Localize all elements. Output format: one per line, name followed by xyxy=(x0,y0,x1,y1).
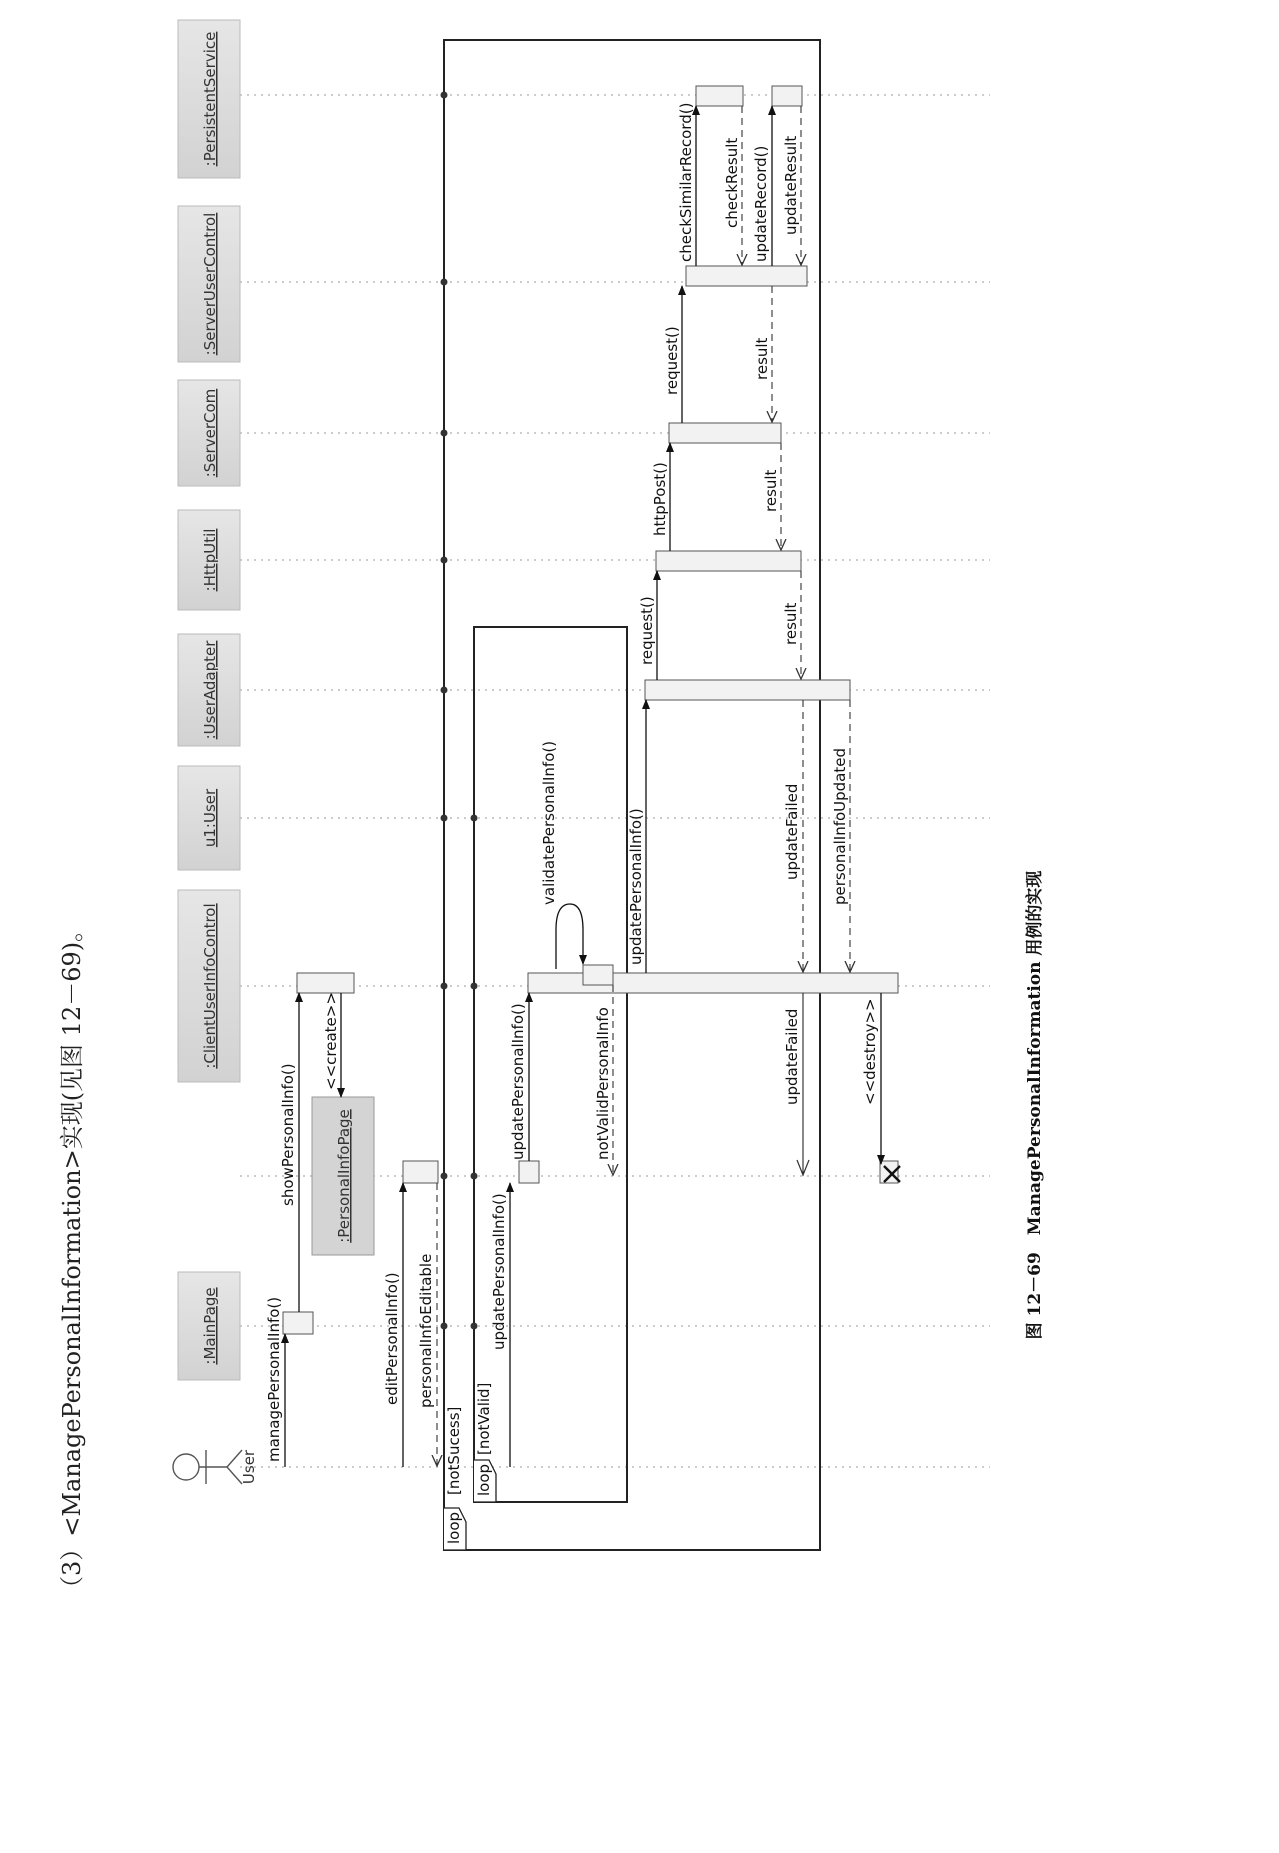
activation-bars xyxy=(283,86,898,1334)
lifeline-mainpage[interactable] xyxy=(178,1272,240,1380)
msg-label-m5: personalInfoEditable xyxy=(417,1253,435,1408)
msg-label-m7: updatePersonalInfo() xyxy=(509,1003,527,1160)
figure-caption: 图 12－69 ManagePersonalInformation 用例的实现 xyxy=(1025,870,1045,1340)
msg-label-m8: validatePersonalInfo() xyxy=(540,740,558,905)
msg-label-m24: <<destroy>> xyxy=(861,998,879,1105)
lifeline-servercom[interactable] xyxy=(178,380,240,486)
msg-label-m20: result xyxy=(782,602,800,645)
fragment-dots xyxy=(441,92,478,1330)
lifeline-clientuserinfocontrol[interactable] xyxy=(178,890,240,1082)
msg-label-m18: result xyxy=(753,337,771,380)
msg-label-m11: request() xyxy=(638,596,656,665)
svg-text:[notSucess]: [notSucess] xyxy=(445,1406,463,1495)
msg-label-m16: updateRecord() xyxy=(752,145,770,262)
svg-text::MainPage: :MainPage xyxy=(201,1287,219,1365)
msg-label-m14: checkSimilarRecord() xyxy=(677,102,695,262)
msg-label-m21: updateFailed xyxy=(783,783,801,880)
svg-text:u1:User: u1:User xyxy=(201,788,219,848)
lifeline-persistentservice[interactable] xyxy=(178,20,240,178)
msg-line-m8 xyxy=(556,904,583,969)
msg-label-m9: notValidPersonalInfo xyxy=(594,1007,612,1160)
svg-text::ServerCom: :ServerCom xyxy=(201,388,219,478)
svg-text:[notValid]: [notValid] xyxy=(475,1382,493,1455)
lifeline-httputil[interactable] xyxy=(178,510,240,610)
msg-label-m10: updatePersonalInfo() xyxy=(627,808,645,965)
svg-text::HttpUtil: :HttpUtil xyxy=(201,528,219,592)
msg-label-m15: checkResult xyxy=(723,137,741,228)
page-caption: （3）<ManagePersonalInformation>实现(见图 12－69)。 xyxy=(58,917,86,1600)
lifeline-serverusercontrol[interactable] xyxy=(178,206,240,362)
msg-label-m13: request() xyxy=(663,326,681,395)
msg-label-m1: managePersonalInfo() xyxy=(265,1296,283,1462)
msg-label-m12: httpPost() xyxy=(651,462,669,536)
msg-label-m6: updatePersonalInfo() xyxy=(490,1193,508,1350)
svg-text:loop: loop xyxy=(475,1463,493,1496)
svg-text::PersonalInfoPage: :PersonalInfoPage xyxy=(335,1109,353,1243)
lifeline-lines xyxy=(240,95,990,1467)
msg-label-m4: editPersonalInfo() xyxy=(383,1272,401,1405)
msg-label-m19: result xyxy=(762,469,780,512)
svg-text::UserAdapter: :UserAdapter xyxy=(201,640,219,740)
msg-label-m3: <<create>> xyxy=(322,992,340,1090)
svg-text::ClientUserInfoControl: :ClientUserInfoControl xyxy=(201,903,219,1069)
msg-label-m2: showPersonalInfo() xyxy=(279,1063,297,1206)
svg-text::PersistentService: :PersistentService xyxy=(201,31,219,167)
svg-text::ServerUserControl: :ServerUserControl xyxy=(201,212,219,356)
msg-label-m23: updateFailed xyxy=(783,1008,801,1105)
msg-label-m22: personalInfoUpdated xyxy=(831,747,849,905)
msg-label-m17: updateResult xyxy=(782,135,800,235)
actor-user[interactable] xyxy=(173,1450,242,1484)
lifeline-useradapter[interactable] xyxy=(178,634,240,746)
lifeline-user[interactable] xyxy=(178,766,240,870)
actor-head-icon xyxy=(173,1454,199,1480)
svg-text:loop: loop xyxy=(445,1511,463,1544)
lifeline-personalinfopage[interactable] xyxy=(312,1097,374,1255)
actor-label: User xyxy=(240,1449,258,1485)
